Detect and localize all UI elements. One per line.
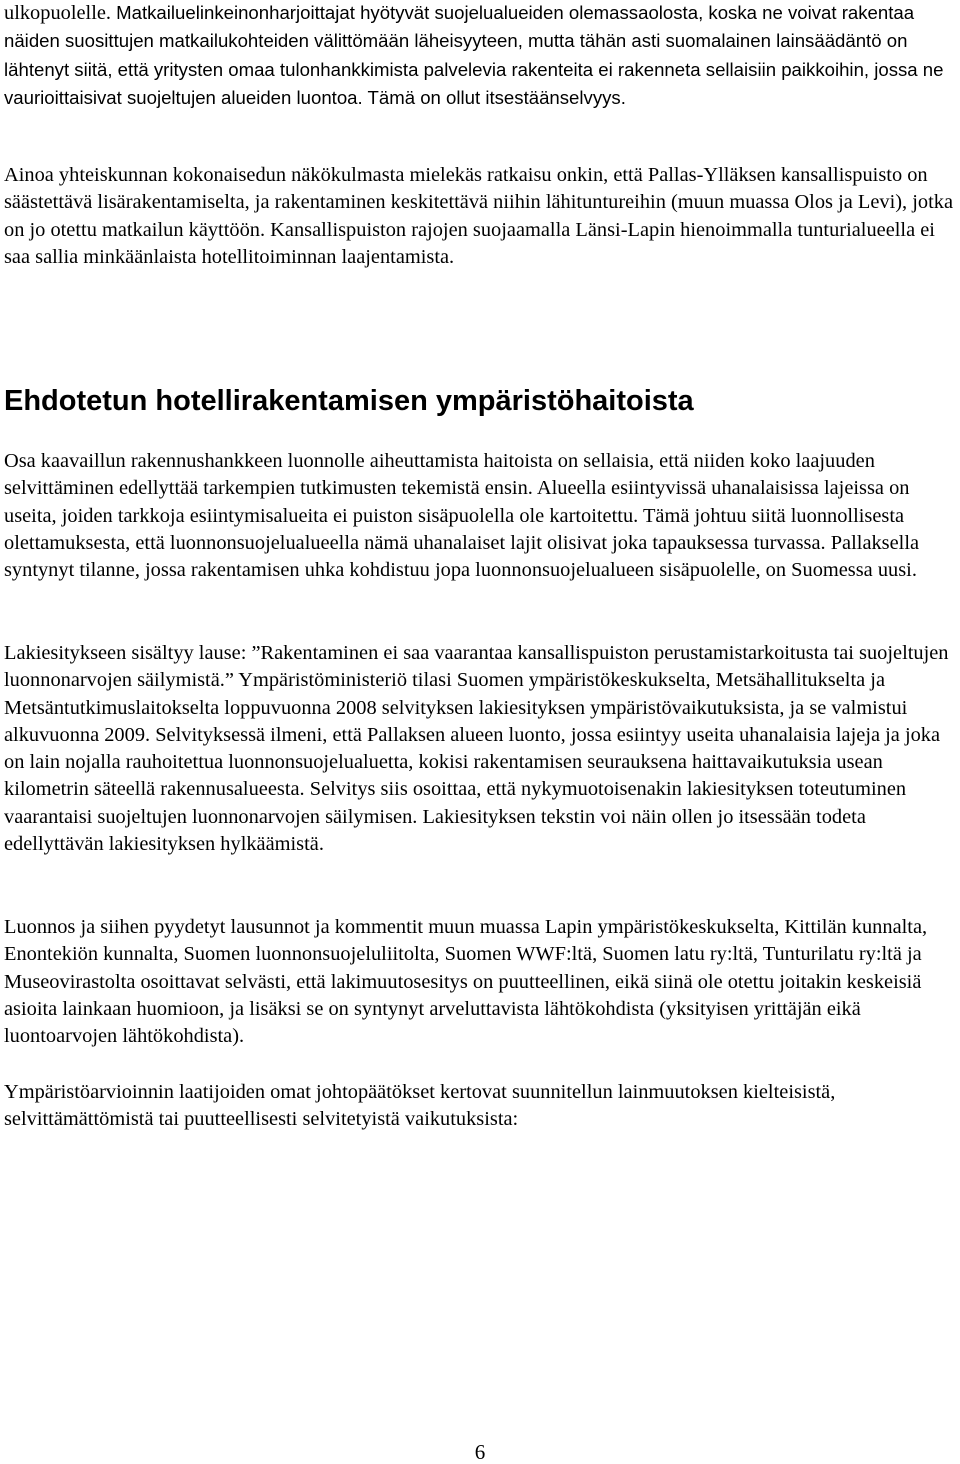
intro-continuation-text: Matkailuelinkeinonharjoittajat hyötyvät suojelualueiden olemassaolosta, koska ne voivat rakentaa näiden suosittujen matkailukohteiden välittömään läheisyyteen, mutta tähän asti suomalainen lainsäädäntö on lähtenyt siitä, että yritysten omaa tulonhankkimista palvelevia rakenteita ei rakenneta sellaisiin paikkoihin, jossa ne vaurioittaisivat suojeltujen alueiden luontoa. Tämä on ollut itsestäänselvyys. xyxy=(4,2,944,108)
intro-lead-text: ulkopuolelle. xyxy=(4,2,112,24)
paragraph-ainoa: Ainoa yhteiskunnan kokonaisedun näkökulmasta mielekäs ratkaisu onkin, että Pallas-Ylläksen kansallispuisto on säästettävä lisärakentamiselta, ja rakentaminen keskitettävä niihin lähituntureihin (muun muassa Olos ja Levi), jotka on jo otettu matkailun käyttöön. Kansallispuiston rajojen suojaamalla Länsi-Lapin hienoimmalla tunturialueella ei saa sallia minkäänlaista hotellitoiminnan laajentamista. xyxy=(4,164,954,268)
section-heading: Ehdotetun hotellirakentamisen ympäristöhaitoista xyxy=(4,385,694,417)
paragraph-intro xyxy=(4,0,956,112)
paragraph-osa: Osa kaavaillun rakennushankkeen luonnolle aiheuttamista haitoista on sellaisia, että niiden koko laajuuden selvittäminen edellyttää tarkempien tutkimusten tekemistä ensin. Alueella esiintyvissä uhanalaisissa lajeissa on useita, joiden tarkkoja esiintymisalueita ei puiston sisäpuolella ole kartoitettu. Tämä johtuu siitä luonnollisesta olettamuksesta, että luonnonsuojelualueella nämä uhanalaiset lajit olisivat joka tapauksessa turvassa. Pallaksella syntynyt tilanne, jossa rakentamisen uhka kohdistuu jopa luonnonsuojelualueen sisäpuolelle, on Suomessa uusi. xyxy=(4,450,920,582)
page-number: 6 xyxy=(474,1440,486,1464)
paragraph-lakiesitys: Lakiesitykseen sisältyy lause: ”Rakentaminen ei saa vaarantaa kansallispuiston perustamistarkoitusta tai suojeltujen luonnonarvojen säilymistä.” Ympäristöministeriö tilasi Suomen ympäristökeskukselta, Metsähallitukselta ja Metsäntutkimuslaitokselta loppuvuonna 2008 selvityksen lakiesityksen ympäristövaikutuksista, ja se valmistui alkuvuonna 2009. Selvityksessä ilmeni, että Pallaksen alueen luonto, jossa esiintyy useita uhanalaisia lajeja ja joka on lain nojalla rauhoitettua luonnonsuojelualuetta, kokisi rakentamisen seurauksena haittavaikutuksia usean kilometrin säteellä rakennusalueesta. Selvitys siis osoittaa, että nykymuotoisenakin lakiesityksen toteutuminen vaarantaisi suojeltujen luonnonarvojen säilymisen. Lakiesityksen tekstin voi näin ollen jo itsessään todeta edellyttävän lakiesityksen hylkäämistä. xyxy=(4,642,949,856)
paragraph-ymparisto: Ympäristöarvioinnin laatijoiden omat johtopäätökset kertovat suunnitellun lainmuutoksen kielteisistä, selvittämättömistä tai puutteellisesti selvitetyistä vaikutuksista: xyxy=(4,1081,836,1131)
paragraph-luonnos: Luonnos ja siihen pyydetyt lausunnot ja kommentit muun muassa Lapin ympäristökeskukselta, Kittilän kunnalta, Enontekiön kunnalta, Suomen luonnonsuojeluliitolta, Suomen WWF:ltä, Suomen latu ry:ltä, Tunturilatu ry:ltä ja Museovirastolta osoittavat selvästi, että lakimuutosesitys on puutteellinen, eikä siinä ole otettu joitakin keskeisiä asioita lainkaan huomioon, ja lisäksi se on syntynyt arveluttavista lähtökohdista (yksityisen yrittäjän eikä luontoarvojen lähtökohdista). xyxy=(4,916,928,1048)
